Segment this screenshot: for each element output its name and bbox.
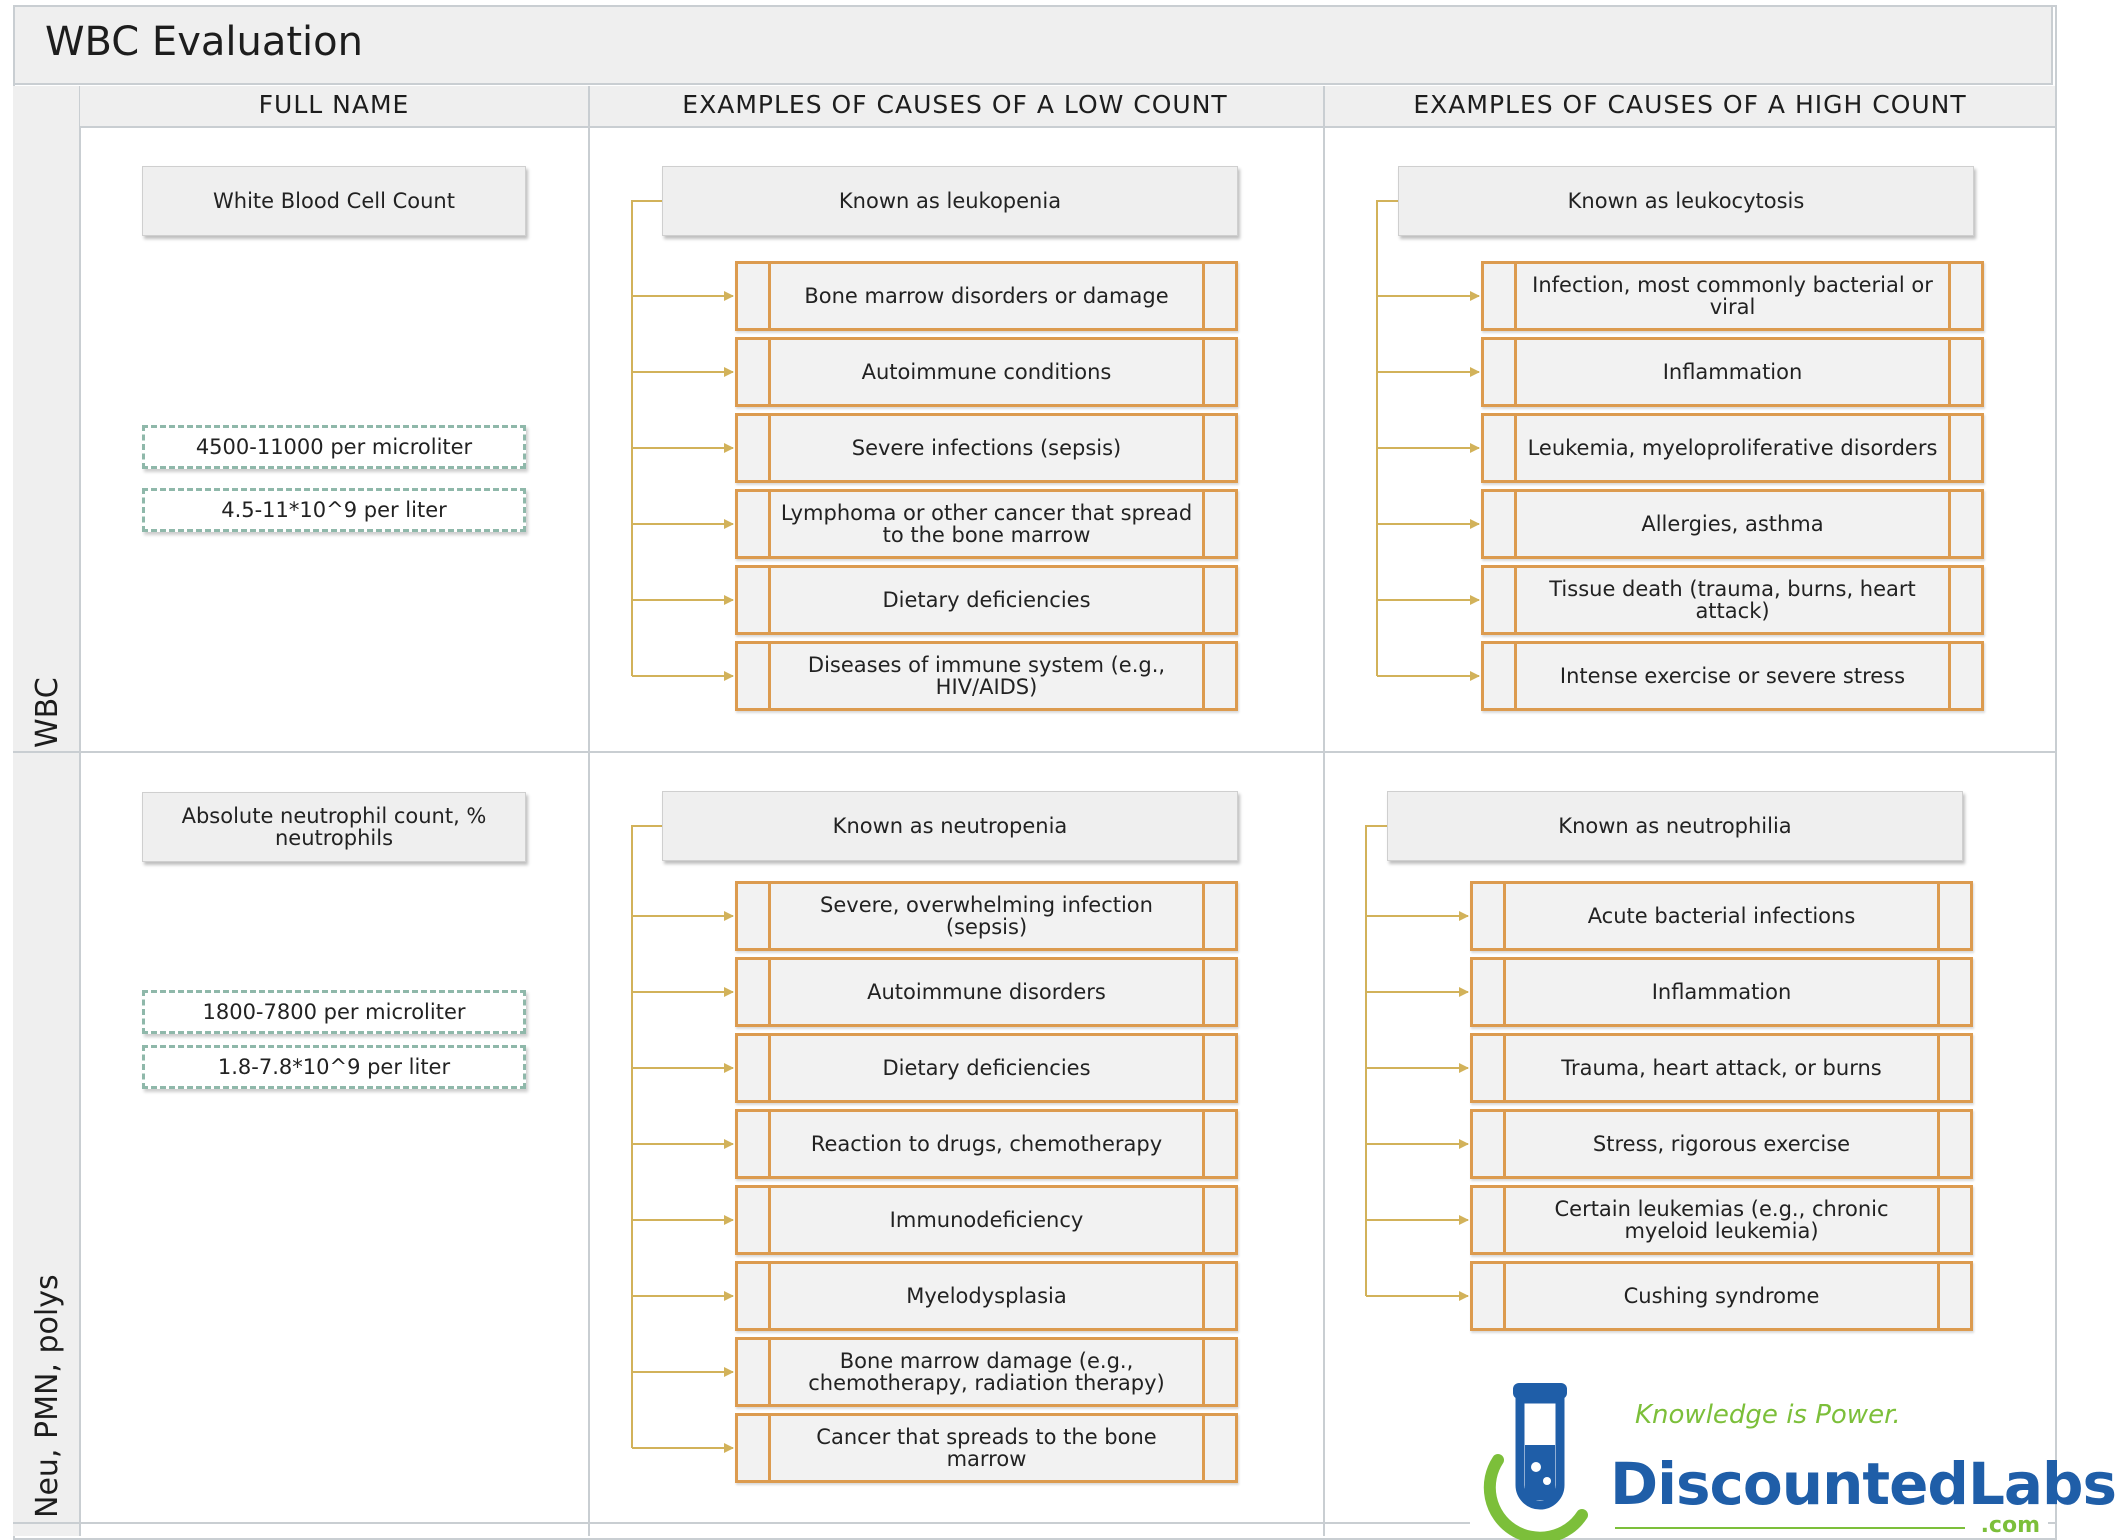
full-name-box: White Blood Cell Count xyxy=(142,166,526,236)
test-tube-icon xyxy=(1470,1375,1620,1536)
low-count-header: Known as neutropenia xyxy=(662,791,1238,861)
high-cause-item: Tissue death (trauma, burns, heart attack) xyxy=(1481,565,1984,635)
low-cause-item: Dietary deficiencies xyxy=(735,565,1238,635)
low-cause-item: Myelodysplasia xyxy=(735,1261,1238,1331)
range-box: 1800-7800 per microliter xyxy=(142,990,526,1034)
range-box: 1.8-7.8*10^9 per liter xyxy=(142,1045,526,1089)
high-cause-item: Allergies, asthma xyxy=(1481,489,1984,559)
low-cause-item: Bone marrow damage (e.g., chemotherapy, radiation therapy) xyxy=(735,1337,1238,1407)
low-cause-item: Diseases of immune system (e.g., HIV/AIDS) xyxy=(735,641,1238,711)
low-cause-item: Cancer that spreads to the bone marrow xyxy=(735,1413,1238,1483)
connector-trunk xyxy=(632,826,662,1448)
row-label-wbc: WBC xyxy=(30,677,65,748)
high-cause-item: Certain leukemias (e.g., chronic myeloid leukemia) xyxy=(1470,1185,1973,1255)
low-cause-item: Autoimmune disorders xyxy=(735,957,1238,1027)
high-cause-item: Inflammation xyxy=(1481,337,1984,407)
column-header-full-name: FULL NAME xyxy=(258,90,410,119)
low-cause-item: Reaction to drugs, chemotherapy xyxy=(735,1109,1238,1179)
low-cause-item: Lymphoma or other cancer that spread to the bone marrow xyxy=(735,489,1238,559)
logo-wordmark xyxy=(1610,1450,2116,1518)
connector-trunk xyxy=(1366,826,1387,1296)
column-header-low-count: EXAMPLES OF CAUSES OF A LOW COUNT xyxy=(682,90,1228,119)
discountedlabs-logo xyxy=(1470,1375,2116,1538)
logo-tagline: Knowledge is Power. xyxy=(1635,1400,1901,1430)
high-count-header: Known as leukocytosis xyxy=(1398,166,1974,236)
high-cause-item: Stress, rigorous exercise xyxy=(1470,1109,1973,1179)
range-box: 4.5-11*10^9 per liter xyxy=(142,488,526,532)
range-box: 4500-11000 per microliter xyxy=(142,425,526,469)
low-cause-item: Bone marrow disorders or damage xyxy=(735,261,1238,331)
low-cause-item: Severe infections (sepsis) xyxy=(735,413,1238,483)
high-cause-item: Inflammation xyxy=(1470,957,1973,1027)
connector-trunk xyxy=(1377,201,1398,676)
full-name-box: Absolute neutrophil count, % neutrophils xyxy=(142,792,526,862)
high-cause-item: Leukemia, myeloproliferative disorders xyxy=(1481,413,1984,483)
high-cause-item: Cushing syndrome xyxy=(1470,1261,1973,1331)
connector-trunk xyxy=(632,201,662,676)
low-cause-item: Dietary deficiencies xyxy=(735,1033,1238,1103)
row-label-neutrophils: Neu, PMN, polys xyxy=(30,1274,65,1518)
low-cause-item: Immunodeficiency xyxy=(735,1185,1238,1255)
logo-word-labs: Labs xyxy=(1967,1450,2116,1518)
logo-word-discounted: Discounted xyxy=(1610,1450,1968,1518)
high-cause-item: Acute bacterial infections xyxy=(1470,881,1973,951)
high-cause-item: Intense exercise or severe stress xyxy=(1481,641,1984,711)
high-count-header: Known as neutrophilia xyxy=(1387,791,1963,861)
high-cause-item: Infection, most commonly bacterial or viral xyxy=(1481,261,1984,331)
column-header-high-count: EXAMPLES OF CAUSES OF A HIGH COUNT xyxy=(1413,90,1967,119)
low-count-header: Known as leukopenia xyxy=(662,166,1238,236)
logo-underline xyxy=(1615,1527,1965,1529)
low-cause-item: Autoimmune conditions xyxy=(735,337,1238,407)
high-cause-item: Trauma, heart attack, or burns xyxy=(1470,1033,1973,1103)
page-title: WBC Evaluation xyxy=(45,19,363,65)
low-cause-item: Severe, overwhelming infection (sepsis) xyxy=(735,881,1238,951)
logo-suffix: .com xyxy=(1980,1513,2040,1538)
